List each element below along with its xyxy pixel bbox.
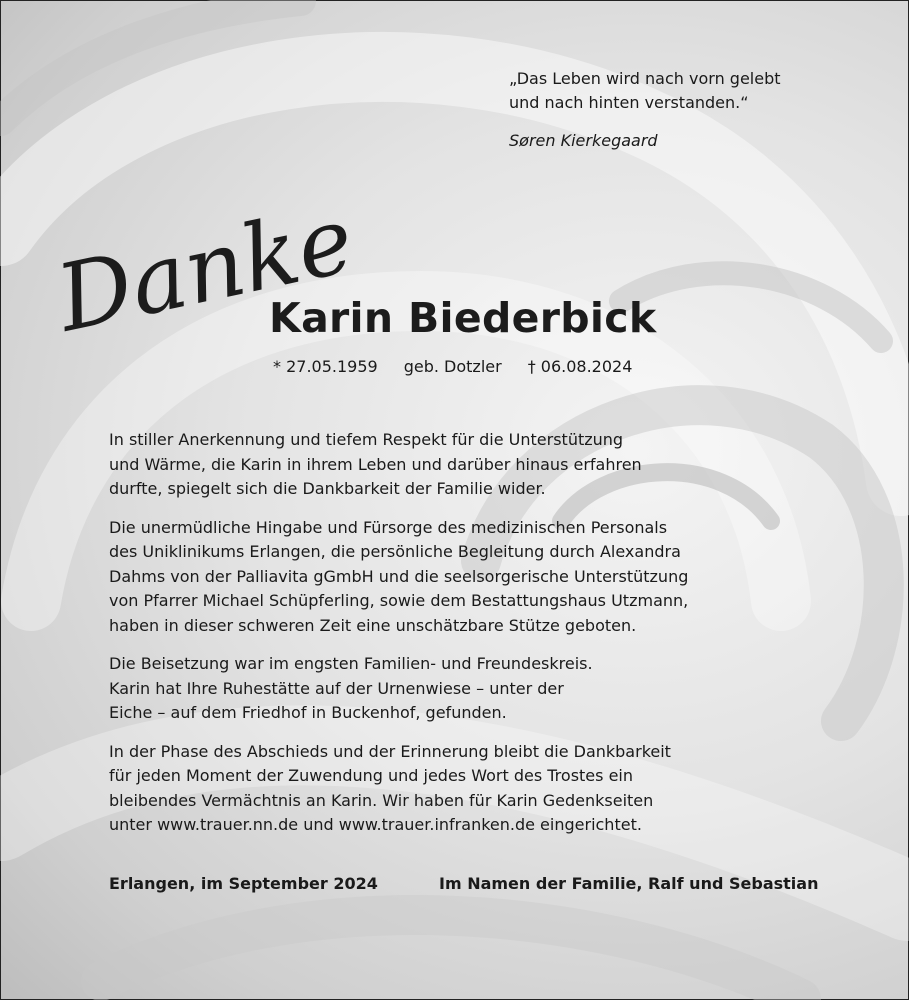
quote-author: Søren Kierkegaard [509,131,658,150]
maiden-name: geb. Dotzler [403,357,502,376]
deceased-name: Karin Biederbick [269,294,657,342]
quote-text [509,67,889,115]
place-date: Erlangen, im September 2024 [109,874,378,893]
life-dates [273,357,632,376]
paragraph: Die Beisetzung war im engsten Familien- und Freundeskreis. Karin hat Ihre Ruhestätte auf der Urnenwiese – unter der Eiche – auf dem Friedhof in Buckenhof, gefunden. [109,654,593,722]
paragraph: Die unermüdliche Hingabe und Fürsorge des medizinischen Personals des Uniklinikums Erlangen, die persönliche Begleitung durch Alexandra Dahms von der Palliavita gGmbH und die seelsorgerische Unterstützung von Pfarrer Michael Schüpferling, sowie dem Bestattungshaus Utzmann, haben in dieser schweren Zeit eine unschätzbare Stütze geboten. [109,517,689,635]
death-date: † 06.08.2024 [527,357,633,376]
paragraph: In stiller Anerkennung und tiefem Respekt für die Unterstützung und Wärme, die Karin in ihrem Leben und darüber hinaus erfahren durfte, spiegelt sich die Dankbarkeit der Familie wider. [109,430,642,498]
body-text [109,428,749,852]
quote-line: und nach hinten verstanden.“ [509,93,749,112]
paragraph: In der Phase des Abschieds und der Erinnerung bleibt die Dankbarkeit für jeden Moment der Zuwendung und jedes Wort des Trostes ein bleibendes Vermächtnis an Karin. Wir haben für Karin Gedenkseiten unter www.trauer.nn.de und www.trauer.infranken.de eingerichtet. [109,741,671,834]
birth-date: * 27.05.1959 [273,357,378,376]
quote-line: „Das Leben wird nach vorn gelebt [509,69,781,88]
danke-text: Danke [48,185,363,353]
family-signature: Im Namen der Familie, Ralf und Sebastian [439,874,819,893]
